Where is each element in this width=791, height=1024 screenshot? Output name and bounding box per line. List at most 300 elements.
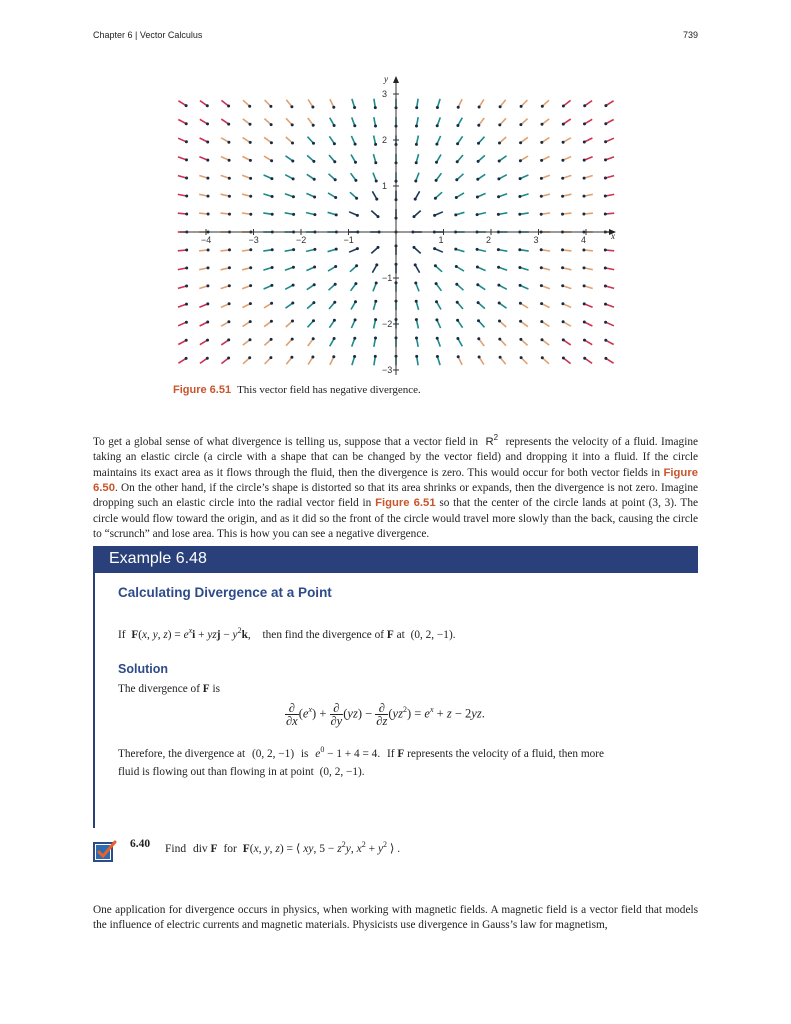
field-arrow-head xyxy=(456,160,459,163)
field-arrow-head xyxy=(374,161,377,164)
field-arrow-head xyxy=(520,356,523,359)
field-arrow-head xyxy=(313,248,316,251)
solution-is: is xyxy=(212,683,221,695)
field-arrow-head xyxy=(476,266,479,269)
field-arrow-head xyxy=(249,248,252,251)
field-arrow-head xyxy=(333,301,336,304)
field-arrow-head xyxy=(518,248,521,251)
field-arrow-head xyxy=(583,104,586,107)
field-arrow-head xyxy=(333,124,336,127)
field-arrow-head xyxy=(540,195,543,198)
field-arrow-head xyxy=(355,264,358,267)
field-arrow-head xyxy=(333,142,336,145)
field-arrow-head xyxy=(456,124,459,127)
field-arrow-head xyxy=(413,215,416,218)
field-arrow-head xyxy=(562,338,565,341)
field-arrow-head xyxy=(457,106,460,109)
field-arrow-head xyxy=(313,266,316,269)
field-arrow-head xyxy=(434,264,437,267)
field-arrow-head xyxy=(455,178,458,181)
field-arrow-head xyxy=(414,263,417,266)
field-arrow-head xyxy=(561,195,564,198)
field-arrow-head xyxy=(185,177,188,180)
field-arrow-head xyxy=(478,356,481,359)
field-arrow-head xyxy=(497,177,500,180)
field-arrow-head xyxy=(477,142,480,145)
field-arrow-head xyxy=(356,247,359,250)
field-arrow-head xyxy=(227,105,230,108)
field-arrow-head xyxy=(228,266,231,269)
field-arrow-head xyxy=(519,302,522,305)
figure-caption xyxy=(173,384,421,396)
field-arrow-head xyxy=(476,248,479,251)
field-arrow-head xyxy=(249,159,252,162)
field-arrow-head xyxy=(270,320,273,323)
therefore-text-4: fluid is flowing out than flowing in at point xyxy=(118,766,314,778)
field-arrow-head xyxy=(332,106,335,109)
field-arrow-head xyxy=(583,321,586,324)
field-arrow-head xyxy=(561,302,564,305)
field-arrow-head xyxy=(436,124,439,127)
y-tick-label: 3 xyxy=(382,89,388,99)
field-arrow-head xyxy=(540,302,543,305)
field-arrow-head xyxy=(604,158,607,161)
field-arrow-head xyxy=(270,159,273,162)
field-arrow-head xyxy=(312,142,315,145)
field-arrow-head xyxy=(562,123,565,126)
field-arrow-head xyxy=(291,123,294,126)
field-arrow-head xyxy=(271,248,274,251)
field-arrow-head xyxy=(374,337,377,340)
field-arrow-head xyxy=(206,159,209,162)
field-arrow-head xyxy=(227,320,230,323)
field-arrow-head xyxy=(433,214,436,217)
field-arrow-head xyxy=(185,195,188,198)
field-arrow-head xyxy=(228,302,231,305)
field-arrow-head xyxy=(499,356,502,359)
field-arrow-head xyxy=(206,357,209,360)
field-arrow-head xyxy=(313,283,316,286)
field-arrow-head xyxy=(249,320,252,323)
field-arrow-head xyxy=(583,266,586,269)
field-arrow-head xyxy=(604,122,607,125)
field-arrow-head xyxy=(269,356,272,359)
field-arrow-head xyxy=(498,320,501,323)
solution-intro-text: The divergence of xyxy=(118,683,200,695)
field-arrow-head xyxy=(519,338,522,341)
checkpoint-find: Find xyxy=(165,842,187,855)
field-arrow-head xyxy=(377,246,380,249)
page-number: 739 xyxy=(682,30,698,40)
field-arrow-head xyxy=(312,337,315,340)
field-arrow-head xyxy=(497,213,500,216)
field-arrow-head xyxy=(270,141,273,144)
field-arrow-head xyxy=(583,159,586,162)
field-arrow-head xyxy=(435,282,438,285)
field-arrow-head xyxy=(476,283,479,286)
field-arrow-head xyxy=(455,265,458,268)
field-arrow-head xyxy=(519,159,522,162)
field-arrow-head xyxy=(333,337,336,340)
field-arrow-head xyxy=(353,337,356,340)
field-arrow-head xyxy=(227,123,230,126)
solution-intro xyxy=(118,683,220,695)
field-arrow-head xyxy=(456,301,459,304)
field-arrow-head xyxy=(436,355,439,358)
field-arrow-head xyxy=(562,141,565,144)
example-subtitle: Calculating Divergence at a Point xyxy=(118,585,332,600)
field-arrow-head xyxy=(415,337,418,340)
field-arrow-head xyxy=(353,355,356,358)
field-arrow-head xyxy=(291,338,294,341)
field-arrow-head xyxy=(583,357,586,360)
field-arrow-head xyxy=(415,355,418,358)
body-paragraph-divergence xyxy=(93,430,698,543)
field-arrow-head xyxy=(227,357,230,360)
field-arrow-head xyxy=(290,105,293,108)
field-arrow-head xyxy=(497,248,500,251)
field-arrow-head xyxy=(353,124,356,127)
field-arrow-head xyxy=(604,267,607,270)
divergence-equation: $\frac{\partial}{\partial x}$ $(e^x)$ + $\frac{\partial}{\partial y}$ (yz) − $\frac{\partial}{\partial z}$ $(yz^2) = e^x + z - 2yz$. xyxy=(286,701,485,728)
field-arrow-head xyxy=(498,142,501,145)
field-arrow-head xyxy=(604,321,607,324)
field-arrow-head xyxy=(354,179,357,182)
field-arrow-head xyxy=(414,198,417,201)
para-text-4: so that the center of the circle lands at point (3, 3). The circle would flow toward the origin, and as it did so the front of the circle would travel more slowly than the back, causing the circle to “scrunch” and lose area. This is how you can see a negative divergence. xyxy=(93,497,698,541)
field-arrow-head xyxy=(518,213,521,216)
field-arrow-head xyxy=(249,141,252,144)
field-arrow-head xyxy=(185,303,188,306)
link-figure-6-50[interactable]: Figure 6.50 xyxy=(93,466,699,494)
field-arrow-head xyxy=(519,141,522,144)
field-arrow-head xyxy=(375,263,378,266)
field-arrow-head xyxy=(249,213,252,216)
field-arrow-head xyxy=(456,142,459,145)
x-tick-label: 3 xyxy=(533,235,539,245)
field-arrow-head xyxy=(335,248,338,251)
example-side-rule xyxy=(93,573,95,828)
y-axis-arrowhead xyxy=(393,76,399,83)
field-arrow-head xyxy=(207,266,210,269)
field-arrow-head xyxy=(476,213,479,216)
field-arrow-head xyxy=(604,104,607,107)
therefore-line-1 xyxy=(118,745,604,760)
field-arrow-head xyxy=(374,125,377,128)
field-arrow-head xyxy=(313,213,316,216)
field-arrow-head xyxy=(374,318,377,321)
field-arrow-head xyxy=(456,319,459,322)
field-arrow-head xyxy=(561,266,564,269)
example-problem xyxy=(118,626,456,641)
therefore-is: is xyxy=(300,747,309,760)
field-arrow-head xyxy=(541,123,544,126)
field-arrow-head xyxy=(312,301,315,304)
field-arrow-head xyxy=(334,283,337,286)
checkpoint-div: div xyxy=(192,842,208,855)
x-tick-label: −1 xyxy=(343,235,354,245)
field-arrow-head xyxy=(583,195,586,198)
field-arrow-head xyxy=(292,195,295,198)
field-arrow-head xyxy=(436,106,439,109)
field-arrow-head xyxy=(249,195,252,198)
field-arrow-head xyxy=(206,141,209,144)
x-tick-label: −2 xyxy=(296,235,307,245)
field-arrow-head xyxy=(497,195,500,198)
field-arrow-head xyxy=(540,177,543,180)
link-figure-6-51[interactable]: Figure 6.51 xyxy=(375,497,436,510)
field-arrow-head xyxy=(185,267,188,270)
therefore-value: $e^0 - 1 + 4 = 4$. xyxy=(315,745,381,760)
field-arrow-head xyxy=(354,318,357,321)
field-arrow-head xyxy=(207,213,210,216)
field-arrow-head xyxy=(583,122,586,125)
field-arrow-head xyxy=(561,177,564,180)
field-arrow-head xyxy=(206,122,209,125)
field-arrow-head xyxy=(311,356,314,359)
problem-if: If xyxy=(118,628,126,641)
field-arrow-head xyxy=(604,249,607,252)
y-tick-label: −2 xyxy=(382,319,393,329)
field-arrow-head xyxy=(499,105,502,108)
field-arrow-head xyxy=(206,302,209,305)
field-arrow-head xyxy=(436,337,439,340)
figure-label: Figure 6.51 xyxy=(173,384,232,396)
field-arrow-head xyxy=(292,177,295,180)
frac-dy: $\frac{\partial}{\partial y}$ xyxy=(330,701,343,728)
field-arrow-head xyxy=(477,160,480,163)
field-arrow-head xyxy=(435,161,438,164)
field-arrow-head xyxy=(433,247,436,250)
field-arrow-head xyxy=(476,196,479,199)
field-arrow-head xyxy=(248,105,251,108)
x-tick-label: 4 xyxy=(581,235,587,245)
field-arrow-head xyxy=(207,195,210,198)
field-arrow-head xyxy=(292,213,295,216)
field-arrow-head xyxy=(334,196,337,199)
field-arrow-head xyxy=(519,123,522,126)
field-arrow-head xyxy=(249,177,252,180)
field-arrow-head xyxy=(292,266,295,269)
field-arrow-head xyxy=(374,355,377,358)
field-arrow-head xyxy=(374,300,377,303)
frac-dz: $\frac{\partial}{\partial z}$ xyxy=(376,701,388,728)
field-arrow-head xyxy=(456,337,459,340)
field-arrow-head xyxy=(477,337,480,340)
field-arrow-head xyxy=(377,215,380,218)
field-arrow-head xyxy=(435,179,438,182)
x-tick-label: −3 xyxy=(248,235,259,245)
field-arrow-head xyxy=(520,105,523,108)
r2-symbol xyxy=(485,433,499,448)
field-arrow-head xyxy=(333,319,336,322)
field-arrow-head xyxy=(518,195,521,198)
field-arrow-head xyxy=(375,180,378,183)
y-tick-label: 2 xyxy=(382,135,388,145)
field-arrow-head xyxy=(415,143,418,146)
field-arrow-head xyxy=(604,213,607,216)
therefore-text-1: Therefore, the divergence at xyxy=(118,747,246,760)
field-arrow-head xyxy=(206,177,209,180)
field-arrow-head xyxy=(227,338,230,341)
therefore-point-2: (0, 2, −1). xyxy=(319,766,365,778)
field-arrow-head xyxy=(228,195,231,198)
symbol-F-4: F xyxy=(210,842,218,855)
problem-point: (0, 2, −1). xyxy=(410,628,456,641)
therefore-point: (0, 2, −1) xyxy=(251,747,295,760)
solution-label: Solution xyxy=(118,662,168,676)
field-arrow-head xyxy=(498,160,501,163)
field-arrow-head xyxy=(375,198,378,201)
frac-dx: $\frac{\partial}{\partial x}$ xyxy=(286,701,298,728)
field-arrow-head xyxy=(291,142,294,145)
field-arrow-head xyxy=(313,178,316,181)
field-arrow-head xyxy=(375,282,378,285)
field-arrow-head xyxy=(185,122,188,125)
field-arrow-head xyxy=(374,106,377,109)
field-arrow-head xyxy=(435,318,438,321)
field-arrow-head xyxy=(312,319,315,322)
para-text-1: To get a global sense of what divergence is telling us, suppose that a vector field in xyxy=(93,435,478,448)
field-arrow-head xyxy=(583,284,586,287)
para-text-2: represents the velocity of a fluid. Imagine taking an elastic circle (a circle with a shape that can be changed by the vector field) and dropping it into a fluid. If the circle maintains its exact area as it flows through the fluid, then the divergence is zero. This would occur for both vector fields in xyxy=(93,435,699,479)
field-arrow-head xyxy=(604,195,607,198)
field-arrow-head xyxy=(354,161,357,164)
field-arrow-head xyxy=(435,143,438,146)
field-arrow-head xyxy=(477,319,480,322)
field-arrow-head xyxy=(185,213,188,216)
field-arrow-head xyxy=(540,159,543,162)
field-arrow-head xyxy=(249,123,252,126)
checkpoint-for: for xyxy=(223,842,237,855)
field-arrow-head xyxy=(206,284,209,287)
field-arrow-head xyxy=(249,266,252,269)
para-text-3: . On the other hand, if the circle’s shape is distorted so that its area shrinks or expands, then the divergence is not zero. Imagine dropping such an elastic circle into the radial vector field in xyxy=(93,481,698,510)
field-arrow-head xyxy=(334,178,337,181)
field-arrow-head xyxy=(291,302,294,305)
field-arrow-head xyxy=(312,124,315,127)
example-header-bar xyxy=(93,546,698,573)
field-arrow-head xyxy=(228,248,231,251)
field-arrow-head xyxy=(206,321,209,324)
field-arrow-head xyxy=(561,284,564,287)
field-arrow-head xyxy=(519,177,522,180)
field-arrow-head xyxy=(604,339,607,342)
symbol-F-3: F xyxy=(397,747,405,760)
field-arrow-head xyxy=(477,301,480,304)
field-arrow-head xyxy=(455,196,458,199)
field-arrow-head xyxy=(478,106,481,109)
field-arrow-head xyxy=(583,177,586,180)
field-arrow-head xyxy=(185,321,188,324)
field-arrow-head xyxy=(185,339,188,342)
field-arrow-head xyxy=(270,338,273,341)
running-header-chapter: Chapter 6 | Vector Calculus xyxy=(93,30,203,40)
checkpoint-icon xyxy=(93,840,117,862)
field-arrow-head xyxy=(519,284,522,287)
field-arrow-head xyxy=(228,177,231,180)
field-arrow-head xyxy=(498,338,501,341)
field-arrow-head xyxy=(354,143,357,146)
x-tick-label: 1 xyxy=(438,235,444,245)
field-arrow-head xyxy=(356,214,359,217)
checkpoint-question xyxy=(165,840,400,855)
field-arrow-head xyxy=(270,284,273,287)
field-arrow-head xyxy=(415,106,418,109)
field-arrow-head xyxy=(271,195,274,198)
field-arrow-head xyxy=(354,282,357,285)
figure-caption-text: This vector field has negative divergence. xyxy=(237,384,421,396)
field-arrow-head xyxy=(353,106,356,109)
field-arrow-head xyxy=(185,104,188,107)
field-arrow-head xyxy=(562,105,565,108)
field-arrow-head xyxy=(518,266,521,269)
field-arrow-head xyxy=(540,284,543,287)
y-tick-label: −1 xyxy=(382,273,393,283)
field-arrow-head xyxy=(413,246,416,249)
field-arrow-head xyxy=(455,283,458,286)
example-title: Example 6.48 xyxy=(109,550,207,567)
field-arrow-head xyxy=(434,197,437,200)
y-tick-label: 1 xyxy=(382,181,388,191)
field-arrow-head xyxy=(335,213,338,216)
field-arrow-head xyxy=(540,320,543,323)
field-arrow-head xyxy=(583,302,586,305)
field-arrow-head xyxy=(270,302,273,305)
field-arrow-head xyxy=(292,284,295,287)
field-arrow-head xyxy=(498,302,501,305)
field-arrow-head xyxy=(454,248,457,251)
field-arrow-head xyxy=(228,213,231,216)
field-arrow-head xyxy=(311,106,314,109)
checkpoint-field: F(x, y, z) = ⟨ xy, $5 - z^2y$, $x^2 + y^2$ ⟩ . xyxy=(242,840,401,855)
vector-field-plot xyxy=(170,70,620,380)
field-arrow-head xyxy=(540,141,543,144)
y-tick-label: −3 xyxy=(382,365,393,375)
field-arrow-head xyxy=(561,159,564,162)
field-arrow-head xyxy=(540,213,543,216)
therefore-line-2 xyxy=(118,766,365,778)
field-arrow-head xyxy=(519,320,522,323)
field-arrow-head xyxy=(414,282,417,285)
field-arrow-head xyxy=(604,357,607,360)
problem-at: at xyxy=(396,628,405,641)
field-arrow-head xyxy=(332,355,335,358)
field-arrow-head xyxy=(185,285,188,288)
field-arrow-head xyxy=(476,178,479,181)
field-arrow-head xyxy=(562,320,565,323)
field-arrow-head xyxy=(248,356,251,359)
field-arrow-head xyxy=(540,248,543,251)
field-arrow-head xyxy=(561,213,564,216)
field-arrow-head xyxy=(541,356,544,359)
field-arrow-head xyxy=(415,300,418,303)
field-arrow-head xyxy=(457,355,460,358)
field-arrow-head xyxy=(477,124,480,127)
field-arrow-head xyxy=(604,177,607,180)
field-arrow-head xyxy=(415,318,418,321)
field-arrow-head xyxy=(290,356,293,359)
field-arrow-head xyxy=(271,213,274,216)
x-tick-label: 2 xyxy=(486,235,492,245)
field-arrow-head xyxy=(312,160,315,163)
symbol-F-2: F xyxy=(202,683,210,695)
field-arrow-head xyxy=(291,320,294,323)
field-arrow-head xyxy=(583,339,586,342)
field-arrow-head xyxy=(292,248,295,251)
field-arrow-head xyxy=(582,249,585,252)
field-arrow-head xyxy=(582,213,585,216)
